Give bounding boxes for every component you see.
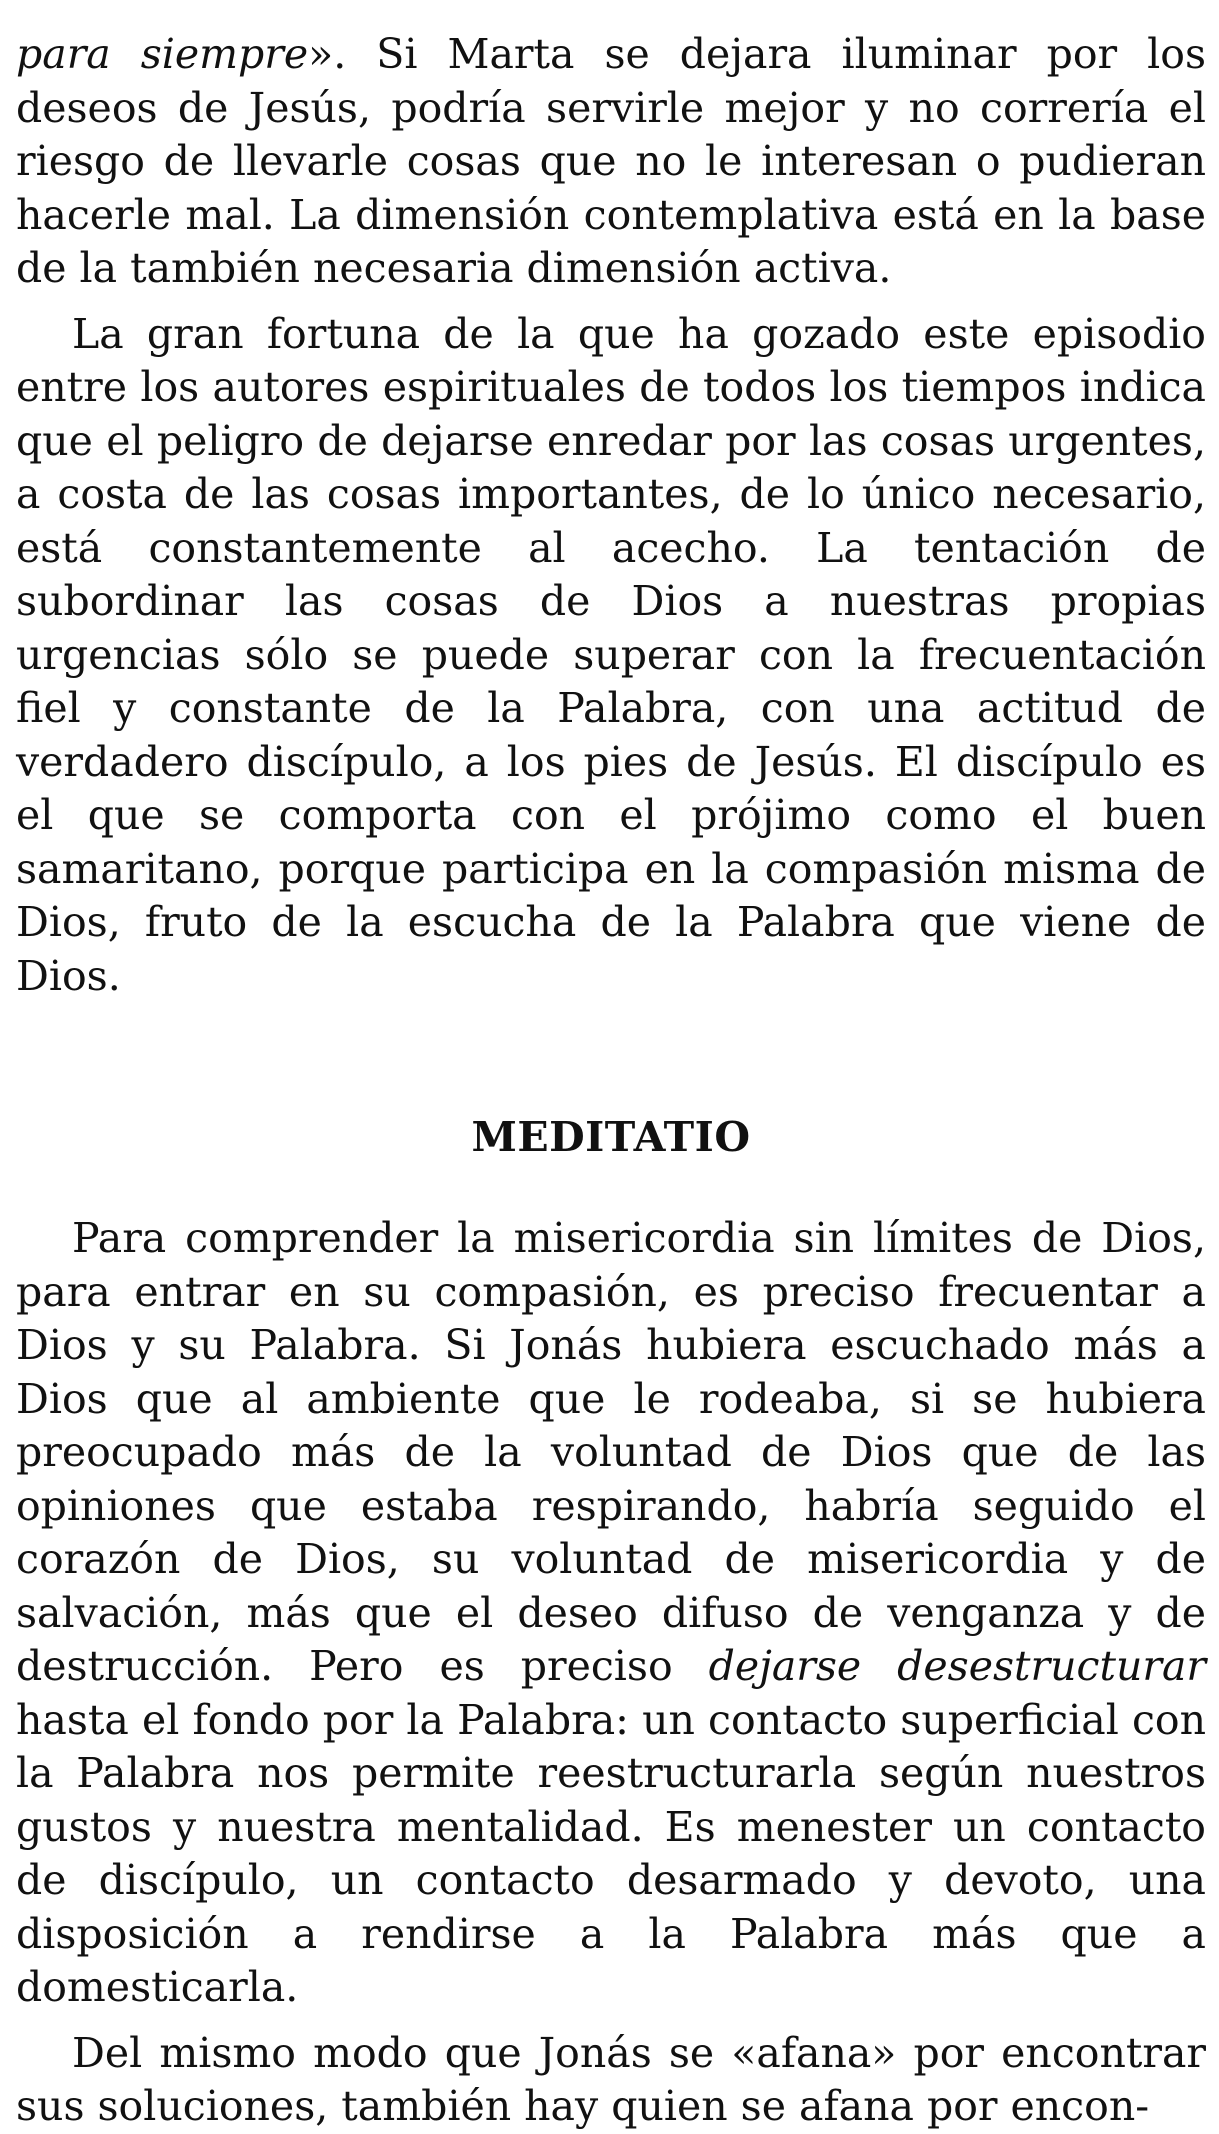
italic-phrase: dejarse desestructurar	[708, 1642, 1206, 1690]
italic-phrase: para siempre	[16, 30, 309, 78]
document-page	[16, 28, 1206, 2134]
paragraph-text: Para comprender la misericordia sin límites de Dios, para entrar en su compasión, es preciso frecuentar a Dios y su Palabra. Si Jonás hubiera escuchado más a Dios que al ambiente que le rodeaba, si se hubiera preocupado más de la voluntad de Dios que de las opiniones que estaba respirando, habría seguido el corazón de Dios, su voluntad de misericordia y de salvación, más que el deseo difuso de venganza y de destrucción. Pero es preciso	[16, 1214, 1206, 1690]
section-heading: MEDITATIO	[471, 1113, 751, 1161]
heading-spacer	[16, 1164, 1206, 1212]
paragraph: La gran fortuna de la que ha gozado este episodio entre los autores espirituales de todos los tiempos indica que el peligro de dejarse enredar por las cosas urgentes, a costa de las cosas importantes, de lo único necesario, está constantemente al acecho. La tentación de subordinar las cosas de Dios a nuestras propias urgencias sólo se puede superar con la frecuentación fiel y constante de la Palabra, con una actitud de verdadero discípulo, a los pies de Jesús. El discípulo es el que se comporta con el prójimo como el buen samaritano, porque participa en la compasión misma de Dios, fruto de la escucha de la Palabra que viene de Dios.	[16, 309, 1206, 1000]
paragraph-continuation	[16, 28, 1206, 296]
paragraph	[16, 1212, 1206, 2015]
section-spacer	[16, 1003, 1206, 1111]
paragraph-text: ». Si Marta se dejara iluminar por los deseos de Jesús, podría servirle mejor y no correría el riesgo de llevarle cosas que no le interesan o pudieran hacerle mal. La dimensión contemplativa está en la base de la también necesaria dimensión activa.	[16, 30, 1206, 292]
paragraph: Del mismo modo que Jonás se «afana» por encontrar sus soluciones, también hay quien se afana por encon-	[16, 2028, 1206, 2130]
paragraph-text: hasta el fondo por la Palabra: un contacto superficial con la Palabra nos permite reestructurarla según nuestros gustos y nuestra mentalidad. Es menester un contacto de discípulo, un contacto desarmado y devoto, una disposición a rendirse a la Palabra más que a domesticarla.	[16, 1695, 1206, 2011]
